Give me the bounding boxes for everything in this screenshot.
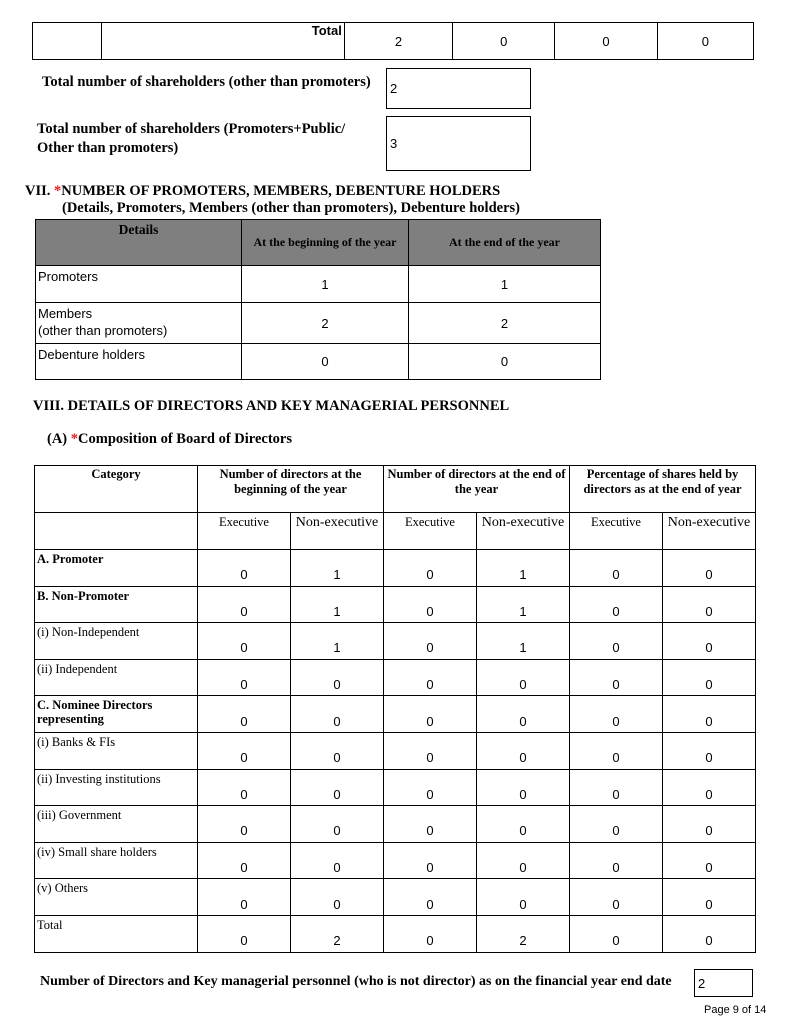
- section-viii-title: VIII. DETAILS OF DIRECTORS AND KEY MANAGERIAL PERSONNEL: [33, 398, 510, 414]
- header-directors-beginning: Number of directors at the beginning of the year: [198, 466, 384, 513]
- value-cell: 0: [663, 842, 756, 879]
- value-cell: 2: [409, 303, 601, 344]
- empty-cell: [33, 23, 102, 60]
- value-cell: 0: [663, 659, 756, 696]
- table-row: [35, 915, 756, 952]
- value-cell: 0: [570, 586, 663, 623]
- header-end: At the end of the year: [409, 220, 601, 266]
- board-composition-title-text: Composition of Board of Directors: [78, 431, 293, 447]
- table-row: [35, 696, 756, 733]
- value-cell: 0: [477, 879, 570, 916]
- value-cell: 0: [198, 732, 291, 769]
- category-line1: (iv) Small share holders: [37, 844, 157, 859]
- category-line1: (v) Others: [37, 881, 89, 896]
- row-category-label: [35, 659, 198, 696]
- table-row: [35, 879, 756, 916]
- value-cell: 0: [198, 550, 291, 587]
- value-cell: 0: [663, 806, 756, 843]
- value-cell: 0: [663, 550, 756, 587]
- value-cell: 0: [570, 769, 663, 806]
- value-cell: 1: [291, 550, 384, 587]
- value-cell: 0: [570, 696, 663, 733]
- row-label-promoters: [36, 266, 242, 303]
- total-label: Total: [102, 23, 344, 60]
- value-cell: 1: [291, 586, 384, 623]
- header-directors-end: Number of directors at the end of the year: [384, 466, 570, 513]
- section-vii-title: [25, 182, 500, 200]
- row-label-line2: (other than promoters): [38, 323, 168, 338]
- required-asterisk: *: [70, 431, 79, 447]
- value-cell: 0: [198, 915, 291, 952]
- empty-cell: [35, 513, 198, 550]
- value-cell: 0: [291, 659, 384, 696]
- value-cell: 0: [570, 915, 663, 952]
- category-line2: representing: [37, 712, 104, 727]
- category-line1: A. Promoter: [37, 552, 104, 566]
- value-cell: 1: [477, 586, 570, 623]
- value-cell: 0: [663, 732, 756, 769]
- table-row: [36, 344, 601, 380]
- subheader-executive: Executive: [198, 513, 291, 550]
- value-cell: 0: [198, 696, 291, 733]
- table-header-row: [35, 466, 756, 513]
- row-category-label: [35, 879, 198, 916]
- value-cell: 0: [477, 732, 570, 769]
- value-cell: 0: [477, 659, 570, 696]
- shareholders-other-field[interactable]: 2: [386, 68, 531, 109]
- header-percentage-shares: Percentage of shares held by directors as at the end of year: [570, 466, 756, 513]
- category-line1: B. Non-Promoter: [37, 588, 130, 603]
- total-value-2: 0: [453, 23, 555, 60]
- value-cell: 0: [384, 915, 477, 952]
- table-row: [35, 550, 756, 587]
- value-cell: 0: [663, 586, 756, 623]
- header-category: Category: [35, 466, 198, 513]
- subheader-non-executive: Non-executive: [663, 513, 756, 550]
- value-cell: 0: [384, 550, 477, 587]
- row-category-label: [35, 842, 198, 879]
- subheader-executive: Executive: [570, 513, 663, 550]
- value-cell: 1: [409, 266, 601, 303]
- value-cell: 0: [291, 769, 384, 806]
- value-cell: 0: [477, 842, 570, 879]
- value-cell: 0: [570, 623, 663, 660]
- shareholders-all-label-line2: Other than promoters): [37, 140, 179, 156]
- value-cell: 0: [198, 842, 291, 879]
- category-line1: (ii) Independent: [37, 661, 118, 676]
- subheader-non-executive: Non-executive: [291, 513, 384, 550]
- value-cell: 0: [663, 879, 756, 916]
- value-cell: 0: [409, 344, 601, 380]
- value-cell: 0: [663, 696, 756, 733]
- value-cell: 0: [570, 806, 663, 843]
- value-cell: 0: [198, 879, 291, 916]
- value-cell: 0: [384, 623, 477, 660]
- value-cell: 0: [384, 769, 477, 806]
- value-cell: 1: [291, 623, 384, 660]
- table-row: [35, 659, 756, 696]
- value-cell: 0: [477, 806, 570, 843]
- table-row: [36, 303, 601, 344]
- total-row-table: [32, 22, 754, 60]
- value-cell: 0: [477, 769, 570, 806]
- section-vii-title-text: NUMBER OF PROMOTERS, MEMBERS, DEBENTURE HOLDERS: [61, 183, 501, 199]
- directors-kmp-count-field[interactable]: 2: [694, 969, 753, 997]
- value-cell: 1: [477, 623, 570, 660]
- row-label-line1: Members: [38, 306, 93, 321]
- value-cell: 0: [291, 732, 384, 769]
- board-composition-title: [47, 430, 292, 448]
- shareholders-all-field[interactable]: 3: [386, 116, 531, 171]
- value-cell: 0: [384, 879, 477, 916]
- value-cell: 0: [242, 344, 409, 380]
- board-composition-prefix: (A): [47, 431, 71, 447]
- total-row: [33, 23, 754, 60]
- section-vii-subtitle: (Details, Promoters, Members (other than promoters), Debenture holders): [62, 200, 520, 216]
- value-cell: 0: [663, 769, 756, 806]
- value-cell: 0: [291, 879, 384, 916]
- total-value-4: 0: [657, 23, 753, 60]
- row-category-label: [35, 915, 198, 952]
- row-category-label: [35, 806, 198, 843]
- header-beginning: At the beginning of the year: [242, 220, 409, 266]
- table-header-row: [36, 220, 601, 266]
- table-subheader-row: [35, 513, 756, 550]
- board-composition-table: [34, 465, 756, 953]
- category-line1: Total: [37, 917, 63, 932]
- table-row: [35, 769, 756, 806]
- shareholders-all-label-line1: Total number of shareholders (Promoters+Public/: [37, 121, 346, 137]
- shareholders-other-label: Total number of shareholders (other than promoters): [42, 74, 371, 90]
- table-row: [35, 586, 756, 623]
- table-row: [35, 842, 756, 879]
- value-cell: 0: [477, 696, 570, 733]
- value-cell: 0: [198, 623, 291, 660]
- value-cell: 2: [242, 303, 409, 344]
- value-cell: 0: [663, 623, 756, 660]
- value-cell: 0: [384, 696, 477, 733]
- row-category-label: [35, 550, 198, 587]
- value-cell: 0: [291, 842, 384, 879]
- row-category-label: [35, 586, 198, 623]
- directors-kmp-count-label: Number of Directors and Key managerial personnel (who is not director) as on the financial year end date: [40, 974, 672, 989]
- category-line1: (iii) Government: [37, 808, 122, 823]
- value-cell: 0: [291, 806, 384, 843]
- value-cell: 2: [291, 915, 384, 952]
- row-label-line1: Promoters: [38, 269, 98, 284]
- table-row: [35, 732, 756, 769]
- row-label-debenture: [36, 344, 242, 380]
- page-number: Page 9 of 14: [704, 1004, 767, 1016]
- table-row: [35, 623, 756, 660]
- value-cell: 0: [663, 915, 756, 952]
- shareholders-all-label: [37, 120, 345, 158]
- value-cell: 0: [570, 879, 663, 916]
- value-cell: 0: [384, 659, 477, 696]
- value-cell: 0: [198, 806, 291, 843]
- subheader-executive: Executive: [384, 513, 477, 550]
- row-category-label: [35, 623, 198, 660]
- value-cell: 0: [570, 842, 663, 879]
- value-cell: 1: [477, 550, 570, 587]
- value-cell: 0: [198, 769, 291, 806]
- category-line1: (i) Non-Independent: [37, 625, 140, 640]
- value-cell: 1: [242, 266, 409, 303]
- value-cell: 0: [384, 842, 477, 879]
- value-cell: 0: [570, 550, 663, 587]
- row-label-line1: Debenture holders: [38, 347, 145, 362]
- table-row: [35, 806, 756, 843]
- value-cell: 0: [384, 806, 477, 843]
- value-cell: 0: [570, 659, 663, 696]
- value-cell: 2: [477, 915, 570, 952]
- row-category-label: [35, 732, 198, 769]
- promoters-members-table: [35, 219, 601, 380]
- value-cell: 0: [291, 696, 384, 733]
- required-asterisk: *: [54, 183, 62, 199]
- category-line1: (ii) Investing institutions: [37, 771, 161, 786]
- table-row: [36, 266, 601, 303]
- value-cell: 0: [384, 586, 477, 623]
- subheader-non-executive: Non-executive: [477, 513, 570, 550]
- category-line1: C. Nominee Directors: [37, 698, 153, 713]
- row-category-label: [35, 769, 198, 806]
- total-value-1: 2: [344, 23, 452, 60]
- header-details: Details: [36, 220, 242, 266]
- value-cell: 0: [198, 586, 291, 623]
- value-cell: 0: [198, 659, 291, 696]
- row-category-label: [35, 696, 198, 733]
- value-cell: 0: [384, 732, 477, 769]
- category-line1: (i) Banks & FIs: [37, 734, 116, 749]
- row-label-members: [36, 303, 242, 344]
- section-vii-prefix: VII.: [25, 183, 55, 199]
- total-value-3: 0: [555, 23, 657, 60]
- board-table-body: [35, 550, 756, 953]
- value-cell: 0: [570, 732, 663, 769]
